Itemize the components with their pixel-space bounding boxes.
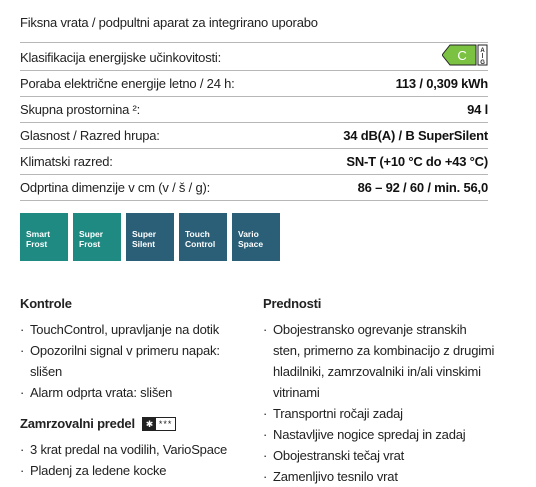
list-item-continuation: sten, primerno za kombinacijo z drugimi <box>273 343 495 358</box>
spec-row-energy-consumption <box>20 71 488 97</box>
right-column <box>263 296 503 487</box>
feature-badges <box>20 213 280 261</box>
prednosti-list <box>263 319 503 487</box>
spec-value: 86 – 92 / 60 / min. 56,0 <box>357 180 488 195</box>
spec-row-niche-dimensions <box>20 175 488 201</box>
section-title-kontrole: Kontrole <box>20 296 72 311</box>
page-title: Fiksna vrata / podpultni aparat za integrirano uporabo <box>20 15 318 30</box>
list-item: · Nastavljive nogice spredaj in zadaj <box>263 424 503 445</box>
list-item: · Pladenj za ledene kocke <box>20 460 240 481</box>
section-title-prednosti: Prednosti <box>263 296 322 311</box>
spec-label: Klasifikacija energijske učinkovitosti: <box>20 50 222 65</box>
spec-value: SN-T (+10 °C do +43 °C) <box>346 154 488 169</box>
section-title-text: Zamrzovalni predel <box>20 416 135 431</box>
spec-label: Skupna prostornina ²: <box>20 102 141 117</box>
energy-class-label-icon <box>442 44 488 66</box>
spec-value: 94 l <box>467 102 488 117</box>
list-item: · Transportni ročaji zadaj <box>263 403 503 424</box>
section-title-zamrzovalni <box>20 416 240 431</box>
badge-touch-control: Touch Control <box>179 213 227 261</box>
list-item: · Alarm odprta vrata: slišen <box>20 382 240 403</box>
list-item-continuation: slišen <box>30 364 63 379</box>
spec-value: 113 / 0,309 kWh <box>395 76 488 91</box>
list-item: · Obojestranski tečaj vrat <box>263 445 503 466</box>
badge-smart-frost: Smart Frost <box>20 213 68 261</box>
list-item: · TouchControl, upravljanje na dotik <box>20 319 240 340</box>
spec-label: Poraba električne energije letno / 24 h: <box>20 76 235 91</box>
spec-row-energy-class <box>20 43 488 71</box>
badge-super-frost: Super Frost <box>73 213 121 261</box>
badge-vario-space: Vario Space <box>232 213 280 261</box>
zamrzovalni-list <box>20 439 240 481</box>
spec-label: Glasnost / Razred hrupa: <box>20 128 160 143</box>
spec-row-volume <box>20 97 488 123</box>
freezer-star-rating-icon <box>142 417 177 431</box>
list-item-continuation: hladilniki, zamrzovalniki in/ali vinskimi <box>273 364 481 379</box>
spec-label: Odprtina dimenzije v cm (v / š / g): <box>20 180 211 195</box>
left-column <box>20 296 240 481</box>
spec-row-noise <box>20 123 488 149</box>
list-item: · Opozorilni signal v primeru napak: <box>20 340 240 361</box>
energy-class-letter: C <box>457 48 467 63</box>
list-item-continuation: vitrinami <box>273 385 320 400</box>
spec-table <box>20 42 488 201</box>
spec-label: Klimatski razred: <box>20 154 113 169</box>
star-rating: *** <box>158 418 173 429</box>
energy-scale-bottom: G <box>480 60 485 66</box>
list-item: · Obojestransko ogrevanje stranskih <box>263 319 503 340</box>
badge-super-silent: Super Silent <box>126 213 174 261</box>
snowflake-icon: ✱ <box>143 418 156 430</box>
spec-row-climate-class <box>20 149 488 175</box>
kontrole-list <box>20 319 240 403</box>
list-item: · Zamenljivo tesnilo vrat <box>263 466 503 487</box>
list-item: · 3 krat predal na vodilih, VarioSpace <box>20 439 240 460</box>
spec-value: 34 dB(A) / B SuperSilent <box>343 128 488 143</box>
energy-scale-top: A <box>480 48 485 54</box>
